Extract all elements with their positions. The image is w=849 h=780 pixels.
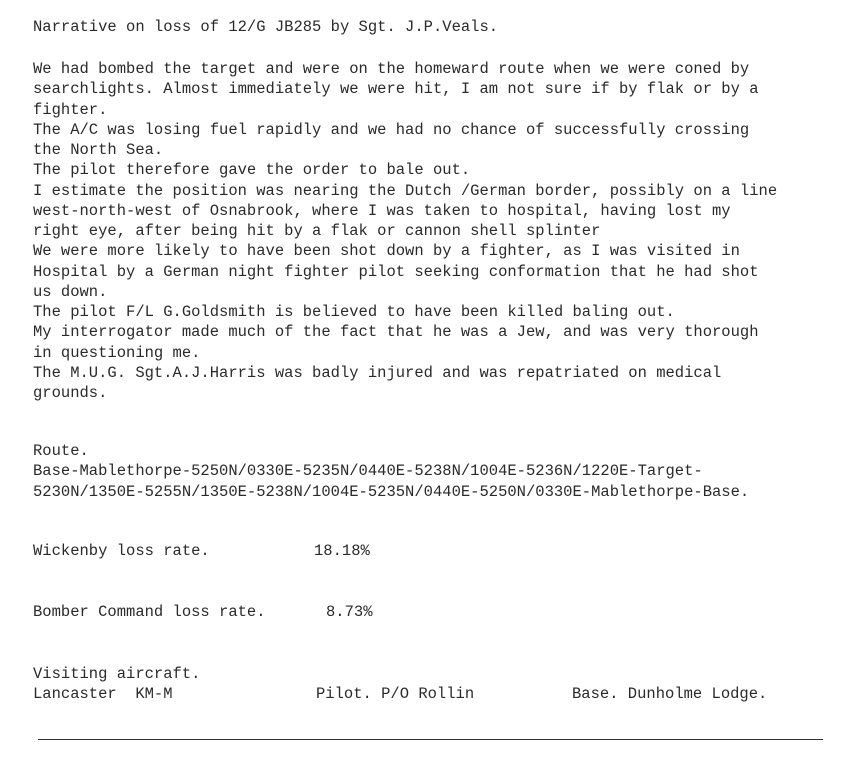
narrative-line: the North Sea. <box>33 141 164 159</box>
narrative-line: fighter. <box>33 100 108 119</box>
route-line: 5230N/1350E-5255N/1350E-5238N/1004E-5235N/0440E-5250N/0330E-Mablethorpe-Base. <box>33 483 750 501</box>
narrative-line: us down. <box>33 282 108 301</box>
narrative-line: We had bombed the target and were on the homeward route when we were coned by <box>33 60 750 78</box>
narrative-line: My interrogator made much of the fact that he was a Jew, and was very thorough <box>33 323 759 342</box>
narrative-line: right eye, after being hit by a flak or cannon shell splinter <box>33 222 601 240</box>
wickenby-loss-label: Wickenby loss rate. <box>33 542 210 560</box>
narrative-line: I estimate the position was nearing the Dutch /German border, possibly on a line <box>33 181 778 200</box>
narrative-line: The pilot F/L G.Goldsmith is believed to have been killed baling out. <box>33 303 675 321</box>
narrative-line: searchlights. Almost immediately we were hit, I am not sure if by flak or by a <box>33 80 759 99</box>
route-heading: Route. <box>33 442 89 460</box>
narrative-line: west-north-west of Osnabrook, where I was taken to hospital, having lost my <box>33 201 731 220</box>
route-line: Base-Mablethorpe-5250N/0330E-5235N/0440E-5238N/1004E-5236N/1220E-Target- <box>33 462 703 480</box>
visiting-aircraft-base: Base. Dunholme Lodge. <box>572 685 768 703</box>
visiting-aircraft-heading: Visiting aircraft. <box>33 665 201 683</box>
narrative-line: grounds. <box>33 384 108 402</box>
narrative-line: Hospital by a German night fighter pilot seeking conformation that he had shot <box>33 262 759 281</box>
visiting-aircraft-pilot: Pilot. P/O Rollin <box>316 685 475 703</box>
bottom-divider <box>38 739 823 740</box>
narrative-line: in questioning me. <box>33 343 201 362</box>
document-title: Narrative on loss of 12/G JB285 by Sgt. J.P.Veals. <box>33 18 499 36</box>
narrative-line: The M.U.G. Sgt.A.J.Harris was badly injured and was repatriated on medical <box>33 363 722 382</box>
visiting-aircraft-name: Lancaster KM-M <box>33 685 173 703</box>
narrative-line: The A/C was losing fuel rapidly and we had no chance of successfully crossing <box>33 120 750 139</box>
narrative-line: The pilot therefore gave the order to bale out. <box>33 161 471 180</box>
bomber-command-loss-label: Bomber Command loss rate. <box>33 603 266 621</box>
narrative-line: We were more likely to have been shot down by a fighter, as I was visited in <box>33 242 740 261</box>
wickenby-loss-value: 18.18% <box>314 542 370 560</box>
bomber-command-loss-value: 8.73% <box>326 603 373 621</box>
